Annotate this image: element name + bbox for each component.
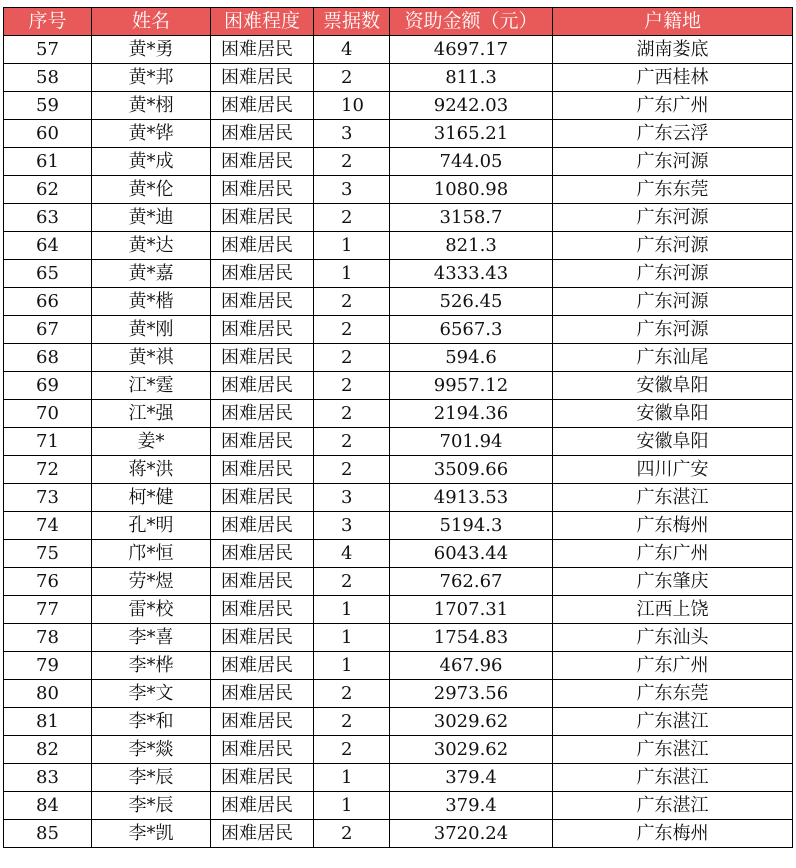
cell-level: 困难居民 (211, 456, 314, 484)
table-row (4, 792, 793, 820)
cell-level: 困难居民 (211, 820, 314, 848)
cell-amount: 811.3 (390, 64, 553, 92)
cell-level: 困难居民 (211, 344, 314, 372)
cell-amount: 379.4 (390, 764, 553, 792)
cell-place: 广东汕尾 (553, 344, 793, 372)
cell-place: 广东梅州 (553, 512, 793, 540)
cell-level: 困难居民 (211, 120, 314, 148)
cell-level: 困难居民 (211, 64, 314, 92)
cell-level: 困难居民 (211, 176, 314, 204)
cell-name: 黄*达 (92, 232, 211, 260)
cell-place: 广东河源 (553, 288, 793, 316)
cell-level: 困难居民 (211, 680, 314, 708)
cell-level: 困难居民 (211, 260, 314, 288)
cell-amount: 3165.21 (390, 120, 553, 148)
header-level: 困难程度 (211, 8, 314, 36)
cell-place: 广东肇庆 (553, 568, 793, 596)
cell-no: 59 (4, 92, 92, 120)
cell-place: 四川广安 (553, 456, 793, 484)
cell-count: 1 (314, 652, 390, 680)
cell-place: 安徽阜阳 (553, 400, 793, 428)
cell-count: 10 (314, 92, 390, 120)
cell-no: 72 (4, 456, 92, 484)
table-row (4, 456, 793, 484)
cell-amount: 3029.62 (390, 736, 553, 764)
cell-no: 58 (4, 64, 92, 92)
cell-no: 60 (4, 120, 92, 148)
cell-name: 黄*铧 (92, 120, 211, 148)
cell-count: 2 (314, 344, 390, 372)
cell-place: 广东广州 (553, 540, 793, 568)
cell-name: 雷*校 (92, 596, 211, 624)
cell-amount: 594.6 (390, 344, 553, 372)
header-row (4, 8, 793, 36)
table-row (4, 484, 793, 512)
cell-amount: 467.96 (390, 652, 553, 680)
cell-no: 69 (4, 372, 92, 400)
header-count: 票据数 (314, 8, 390, 36)
cell-amount: 526.45 (390, 288, 553, 316)
cell-place: 广东湛江 (553, 708, 793, 736)
cell-place: 江西上饶 (553, 596, 793, 624)
cell-amount: 4333.43 (390, 260, 553, 288)
table-row (4, 288, 793, 316)
cell-amount: 4913.53 (390, 484, 553, 512)
cell-name: 黄*成 (92, 148, 211, 176)
cell-no: 74 (4, 512, 92, 540)
cell-count: 1 (314, 624, 390, 652)
cell-place: 广东汕头 (553, 624, 793, 652)
cell-name: 李*燚 (92, 736, 211, 764)
table-row (4, 120, 793, 148)
cell-level: 困难居民 (211, 36, 314, 64)
cell-name: 黄*栩 (92, 92, 211, 120)
cell-amount: 3029.62 (390, 708, 553, 736)
cell-no: 75 (4, 540, 92, 568)
table-row (4, 64, 793, 92)
cell-no: 85 (4, 820, 92, 848)
cell-name: 蒋*洪 (92, 456, 211, 484)
cell-level: 困难居民 (211, 652, 314, 680)
cell-name: 黄*刚 (92, 316, 211, 344)
table-row (4, 624, 793, 652)
cell-amount: 9242.03 (390, 92, 553, 120)
cell-amount: 4697.17 (390, 36, 553, 64)
table-row (4, 652, 793, 680)
header-amount: 资助金额（元） (390, 8, 553, 36)
cell-no: 68 (4, 344, 92, 372)
cell-place: 广东广州 (553, 652, 793, 680)
cell-no: 82 (4, 736, 92, 764)
cell-level: 困难居民 (211, 708, 314, 736)
cell-count: 3 (314, 512, 390, 540)
table-row (4, 428, 793, 456)
table-body (4, 36, 793, 848)
cell-level: 困难居民 (211, 148, 314, 176)
table-row (4, 512, 793, 540)
header-name: 姓名 (92, 8, 211, 36)
cell-amount: 6567.3 (390, 316, 553, 344)
cell-name: 李*文 (92, 680, 211, 708)
cell-amount: 2973.56 (390, 680, 553, 708)
cell-count: 4 (314, 36, 390, 64)
cell-amount: 1754.83 (390, 624, 553, 652)
cell-amount: 2194.36 (390, 400, 553, 428)
cell-name: 黄*迪 (92, 204, 211, 232)
cell-count: 1 (314, 792, 390, 820)
table-row (4, 736, 793, 764)
cell-name: 江*霆 (92, 372, 211, 400)
cell-place: 广东湛江 (553, 484, 793, 512)
cell-count: 4 (314, 540, 390, 568)
table-row (4, 708, 793, 736)
table-row (4, 148, 793, 176)
cell-name: 黄*嘉 (92, 260, 211, 288)
table-row (4, 596, 793, 624)
cell-place: 安徽阜阳 (553, 428, 793, 456)
cell-place: 广东广州 (553, 92, 793, 120)
table-row (4, 232, 793, 260)
cell-level: 困难居民 (211, 316, 314, 344)
cell-count: 2 (314, 400, 390, 428)
cell-level: 困难居民 (211, 92, 314, 120)
cell-place: 广东河源 (553, 260, 793, 288)
cell-no: 81 (4, 708, 92, 736)
cell-no: 65 (4, 260, 92, 288)
cell-name: 李*和 (92, 708, 211, 736)
cell-count: 1 (314, 596, 390, 624)
cell-count: 3 (314, 120, 390, 148)
cell-count: 2 (314, 372, 390, 400)
cell-no: 61 (4, 148, 92, 176)
cell-count: 3 (314, 176, 390, 204)
cell-no: 57 (4, 36, 92, 64)
cell-level: 困难居民 (211, 400, 314, 428)
cell-place: 广西桂林 (553, 64, 793, 92)
cell-count: 2 (314, 456, 390, 484)
cell-count: 1 (314, 764, 390, 792)
cell-name: 邝*恒 (92, 540, 211, 568)
cell-name: 李*辰 (92, 792, 211, 820)
table-row (4, 540, 793, 568)
cell-count: 2 (314, 708, 390, 736)
table-header (4, 8, 793, 36)
cell-count: 1 (314, 232, 390, 260)
cell-no: 79 (4, 652, 92, 680)
cell-count: 3 (314, 484, 390, 512)
cell-name: 劳*煜 (92, 568, 211, 596)
table-row (4, 204, 793, 232)
cell-no: 64 (4, 232, 92, 260)
cell-count: 2 (314, 64, 390, 92)
header-no: 序号 (4, 8, 92, 36)
cell-level: 困难居民 (211, 764, 314, 792)
cell-no: 80 (4, 680, 92, 708)
cell-name: 黄*楷 (92, 288, 211, 316)
cell-no: 67 (4, 316, 92, 344)
cell-no: 63 (4, 204, 92, 232)
cell-no: 77 (4, 596, 92, 624)
cell-level: 困难居民 (211, 288, 314, 316)
cell-no: 78 (4, 624, 92, 652)
cell-place: 广东河源 (553, 316, 793, 344)
cell-level: 困难居民 (211, 568, 314, 596)
table-row (4, 344, 793, 372)
cell-no: 73 (4, 484, 92, 512)
table-row (4, 372, 793, 400)
cell-level: 困难居民 (211, 624, 314, 652)
cell-amount: 3509.66 (390, 456, 553, 484)
cell-place: 广东东莞 (553, 176, 793, 204)
cell-name: 李*桦 (92, 652, 211, 680)
cell-count: 2 (314, 820, 390, 848)
table-row (4, 820, 793, 848)
cell-amount: 762.67 (390, 568, 553, 596)
cell-amount: 3720.24 (390, 820, 553, 848)
cell-level: 困难居民 (211, 792, 314, 820)
cell-name: 李*喜 (92, 624, 211, 652)
cell-name: 姜* (92, 428, 211, 456)
table-row (4, 316, 793, 344)
cell-name: 黄*伦 (92, 176, 211, 204)
cell-count: 2 (314, 316, 390, 344)
table-row (4, 764, 793, 792)
cell-amount: 744.05 (390, 148, 553, 176)
cell-name: 李*凯 (92, 820, 211, 848)
cell-count: 2 (314, 148, 390, 176)
cell-place: 广东梅州 (553, 820, 793, 848)
cell-no: 84 (4, 792, 92, 820)
cell-place: 广东河源 (553, 148, 793, 176)
cell-count: 2 (314, 680, 390, 708)
cell-count: 2 (314, 568, 390, 596)
cell-name: 黄*祺 (92, 344, 211, 372)
cell-amount: 5194.3 (390, 512, 553, 540)
cell-place: 广东湛江 (553, 792, 793, 820)
cell-amount: 821.3 (390, 232, 553, 260)
cell-amount: 9957.12 (390, 372, 553, 400)
cell-no: 70 (4, 400, 92, 428)
cell-no: 62 (4, 176, 92, 204)
cell-count: 2 (314, 428, 390, 456)
cell-count: 2 (314, 204, 390, 232)
cell-place: 广东东莞 (553, 680, 793, 708)
cell-place: 湖南娄底 (553, 36, 793, 64)
cell-amount: 701.94 (390, 428, 553, 456)
cell-amount: 3158.7 (390, 204, 553, 232)
cell-place: 广东湛江 (553, 736, 793, 764)
cell-level: 困难居民 (211, 372, 314, 400)
cell-place: 广东湛江 (553, 764, 793, 792)
cell-name: 孔*明 (92, 512, 211, 540)
cell-name: 柯*健 (92, 484, 211, 512)
cell-no: 71 (4, 428, 92, 456)
subsidy-table (3, 7, 793, 848)
cell-level: 困难居民 (211, 736, 314, 764)
cell-level: 困难居民 (211, 204, 314, 232)
table-row (4, 176, 793, 204)
cell-level: 困难居民 (211, 596, 314, 624)
table-row (4, 36, 793, 64)
cell-count: 2 (314, 288, 390, 316)
cell-count: 1 (314, 260, 390, 288)
cell-no: 83 (4, 764, 92, 792)
cell-place: 广东河源 (553, 204, 793, 232)
cell-name: 黄*邦 (92, 64, 211, 92)
table-row (4, 400, 793, 428)
table-row (4, 680, 793, 708)
cell-no: 76 (4, 568, 92, 596)
cell-no: 66 (4, 288, 92, 316)
header-place: 户籍地 (553, 8, 793, 36)
cell-amount: 1080.98 (390, 176, 553, 204)
table-row (4, 92, 793, 120)
cell-place: 安徽阜阳 (553, 372, 793, 400)
cell-level: 困难居民 (211, 484, 314, 512)
table-row (4, 260, 793, 288)
cell-place: 广东河源 (553, 232, 793, 260)
cell-amount: 379.4 (390, 792, 553, 820)
cell-level: 困难居民 (211, 232, 314, 260)
table-row (4, 568, 793, 596)
cell-name: 黄*勇 (92, 36, 211, 64)
cell-level: 困难居民 (211, 540, 314, 568)
cell-amount: 6043.44 (390, 540, 553, 568)
cell-place: 广东云浮 (553, 120, 793, 148)
cell-count: 2 (314, 736, 390, 764)
cell-name: 江*强 (92, 400, 211, 428)
cell-name: 李*辰 (92, 764, 211, 792)
cell-level: 困难居民 (211, 512, 314, 540)
cell-level: 困难居民 (211, 428, 314, 456)
cell-amount: 1707.31 (390, 596, 553, 624)
